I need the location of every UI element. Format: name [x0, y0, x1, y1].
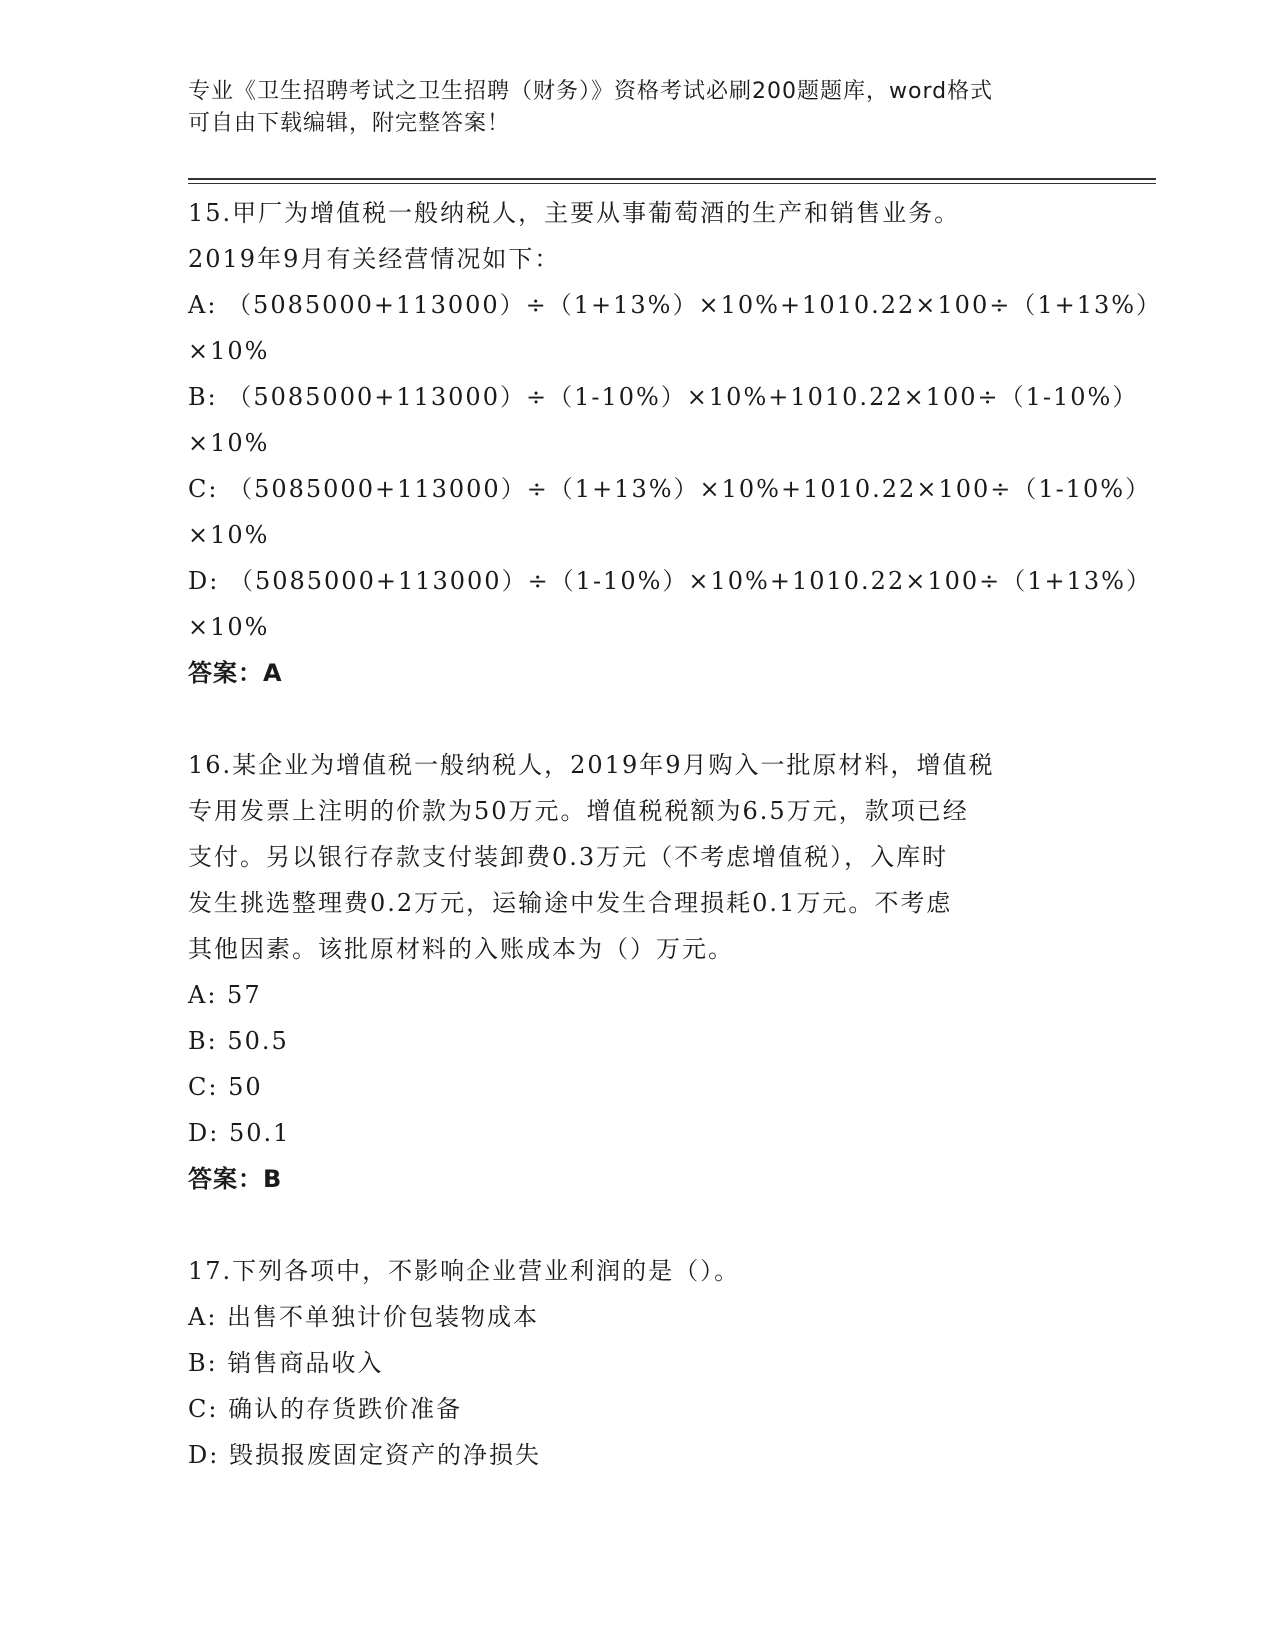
answer-label: 答案：A	[188, 659, 283, 687]
question-stem-line: 16.某企业为增值税一般纳税人，2019年9月购入一批原材料，增值税	[188, 751, 995, 779]
option-c-continued: ×10%	[188, 521, 270, 549]
header-line-1: 专业《卫生招聘考试之卫生招聘（财务）》资格考试必刷200题题库，word格式	[188, 79, 994, 104]
question-stem-line: 15.甲厂为增值税一般纳税人，主要从事葡萄酒的生产和销售业务。	[188, 199, 961, 227]
question-16	[188, 742, 1088, 1202]
answer-label: 答案：B	[188, 1165, 283, 1193]
option-d: D: （5085000+113000）÷（1-10%）×10%+1010.22×100÷（1+13%）	[188, 567, 1152, 595]
header-divider-thin	[188, 183, 1156, 184]
question-15	[188, 190, 1163, 696]
question-stem-line: 发生挑选整理费0.2万元，运输途中发生合理损耗0.1万元。不考虑	[188, 889, 953, 917]
header-divider-thick	[188, 178, 1156, 180]
option-b: B: 50.5	[188, 1027, 289, 1055]
header-line-2: 可自由下载编辑，附完整答案！	[188, 111, 511, 136]
option-d: D: 50.1	[188, 1119, 291, 1147]
question-spacer	[188, 1202, 1088, 1248]
option-d-continued: ×10%	[188, 613, 270, 641]
question-stem-line: 其他因素。该批原材料的入账成本为（）万元。	[188, 935, 734, 963]
question-list	[188, 190, 1163, 1478]
question-stem-line: 17.下列各项中，不影响企业营业利润的是（）。	[188, 1257, 741, 1285]
question-stem-line: 专用发票上注明的价款为50万元。增值税税额为6.5万元，款项已经	[188, 797, 969, 825]
option-b: B: 销售商品收入	[188, 1349, 384, 1377]
question-spacer	[188, 696, 1088, 742]
option-b-continued: ×10%	[188, 429, 270, 457]
option-c: C: （5085000+113000）÷（1+13%）×10%+1010.22×100÷（1-10%）	[188, 475, 1152, 503]
option-c: C: 50	[188, 1073, 263, 1101]
document-header	[188, 76, 1088, 140]
question-stem-line: 2019年9月有关经营情况如下：	[188, 245, 561, 273]
option-a-continued: ×10%	[188, 337, 270, 365]
option-c: C: 确认的存货跌价准备	[188, 1395, 463, 1423]
option-a: A: 57	[188, 981, 262, 1009]
option-b: B: （5085000+113000）÷（1-10%）×10%+1010.22×100÷（1-10%）	[188, 383, 1139, 411]
option-d: D: 毁损报废固定资产的净损失	[188, 1441, 541, 1469]
option-a: A: 出售不单独计价包装物成本	[188, 1303, 540, 1331]
option-a: A: （5085000+113000）÷（1+13%）×10%+1010.22×100÷（1+13%）	[188, 291, 1163, 319]
question-stem-line: 支付。另以银行存款支付装卸费0.3万元（不考虑增值税），入库时	[188, 843, 949, 871]
question-17	[188, 1248, 1088, 1478]
